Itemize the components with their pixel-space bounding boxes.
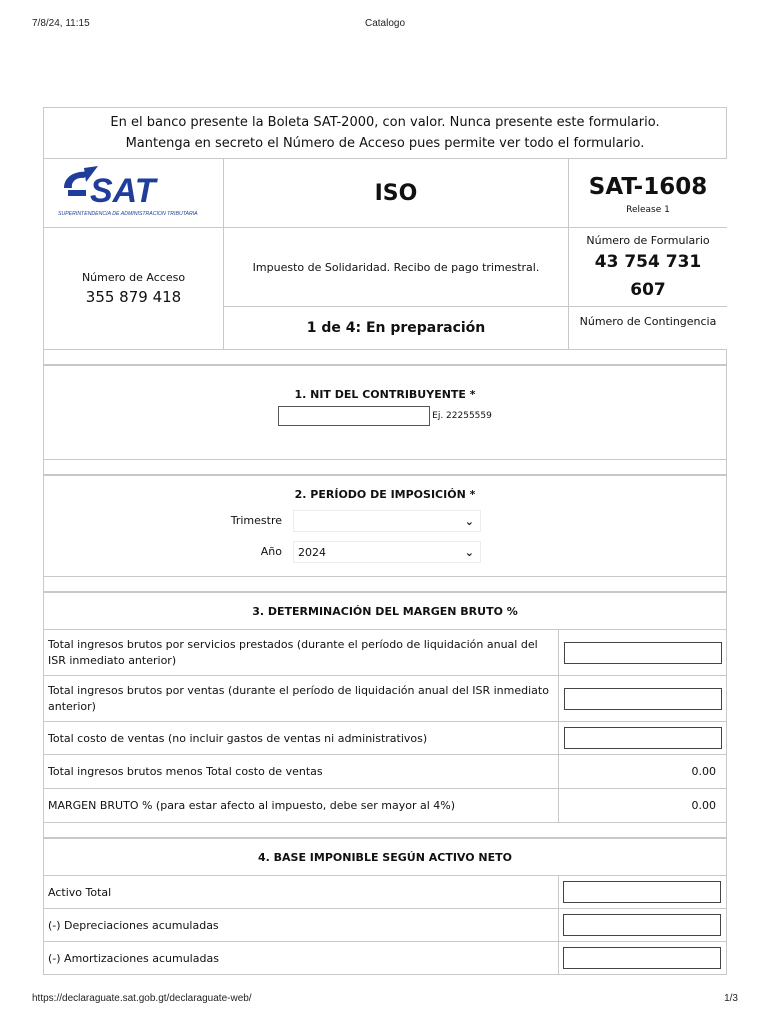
depreciation-input[interactable]: [563, 914, 721, 936]
gross-margin-value: 0.00: [559, 789, 727, 823]
form-code: SAT-1608: [588, 174, 708, 200]
year-label: Año: [260, 545, 282, 558]
service-income-input[interactable]: [564, 642, 722, 664]
contingency-label: Número de Contingencia: [569, 307, 728, 350]
field-label: (-) Amortizaciones acumuladas: [44, 942, 559, 975]
section-nit: [43, 364, 727, 460]
form-type: ISO: [224, 159, 569, 228]
access-number: 355 879 418: [85, 288, 182, 306]
spacer: [43, 577, 727, 591]
quarter-select[interactable]: [293, 510, 481, 532]
notice-box: [43, 107, 727, 159]
section-3-title: 3. DETERMINACIÓN DEL MARGEN BRUTO %: [44, 592, 727, 630]
spacer: [43, 350, 727, 364]
access-label: Número de Acceso: [81, 271, 186, 284]
release-label: Release 1: [626, 205, 670, 215]
print-title: Catalogo: [364, 18, 406, 29]
access-cell: [44, 228, 224, 350]
print-datetime: 7/8/24, 11:15: [32, 18, 90, 29]
nit-input[interactable]: [278, 406, 430, 426]
total-assets-input[interactable]: [563, 881, 721, 903]
quarter-label: Trimestre: [230, 514, 282, 527]
form-number-line-1: 43 754 731: [594, 252, 702, 272]
field-label: Activo Total: [44, 876, 559, 909]
form-number-line-2: 607: [630, 280, 666, 300]
svg-text:SUPERINTENDENCIA DE ADMINISTRA: SUPERINTENDENCIA DE ADMINISTRACION TRIBUTARIA: [57, 211, 198, 217]
notice-line-2: Mantenga en secreto el Número de Acceso pues permite ver todo el formulario.: [125, 136, 645, 151]
field-label: (-) Depreciaciones acumuladas: [44, 909, 559, 942]
spacer: [43, 823, 727, 837]
year-select[interactable]: [293, 541, 481, 563]
form-header: [43, 158, 727, 350]
nit-example: Ej. 22255559: [432, 411, 492, 421]
field-label: Total costo de ventas (no incluir gastos de ventas ni administrativos): [44, 722, 559, 755]
amortization-input[interactable]: [563, 947, 721, 969]
section-2-title: 2. PERÍODO DE IMPOSICIÓN *: [294, 488, 476, 501]
form-status: 1 de 4: En preparación: [224, 307, 569, 350]
field-label: Total ingresos brutos menos Total costo de ventas: [44, 755, 559, 789]
section-4-title: 4. BASE IMPONIBLE SEGÚN ACTIVO NETO: [44, 838, 727, 876]
form-number-label: Número de Formulario: [586, 234, 710, 247]
sales-income-input[interactable]: [564, 688, 722, 710]
svg-text:SAT: SAT: [89, 172, 155, 210]
form-number-cell: [569, 228, 728, 307]
section-gross-margin: [43, 591, 727, 823]
gross-profit-value: 0.00: [559, 755, 727, 789]
section-period: [43, 474, 727, 577]
sat-logo-cell: [44, 159, 224, 228]
print-url: https://declaraguate.sat.gob.gt/declaraguate-web/: [32, 993, 252, 1004]
year-value: 2024: [298, 546, 326, 559]
cost-of-sales-input[interactable]: [564, 727, 722, 749]
chevron-down-icon: ⌄: [464, 546, 474, 559]
declaration-form: [43, 107, 727, 981]
form-description: Impuesto de Solidaridad. Recibo de pago trimestral.: [224, 228, 569, 307]
field-label: Total ingresos brutos por servicios prestados (durante el período de liquidación anual del ISR inmediato anterior): [44, 630, 559, 676]
spacer: [43, 460, 727, 474]
sat-logo: [54, 162, 214, 220]
section-taxable-base: [43, 837, 727, 975]
notice-line-1: En el banco presente la Boleta SAT-2000, con valor. Nunca presente este formulario.: [110, 115, 660, 130]
print-page-number: 1/3: [724, 993, 738, 1004]
field-label: MARGEN BRUTO % (para estar afecto al impuesto, debe ser mayor al 4%): [44, 789, 559, 823]
section-1-title: 1. NIT DEL CONTRIBUYENTE *: [294, 388, 476, 401]
field-label: Total ingresos brutos por ventas (durante el período de liquidación anual del ISR inmediato anterior): [44, 676, 559, 722]
chevron-down-icon: ⌄: [464, 515, 474, 528]
